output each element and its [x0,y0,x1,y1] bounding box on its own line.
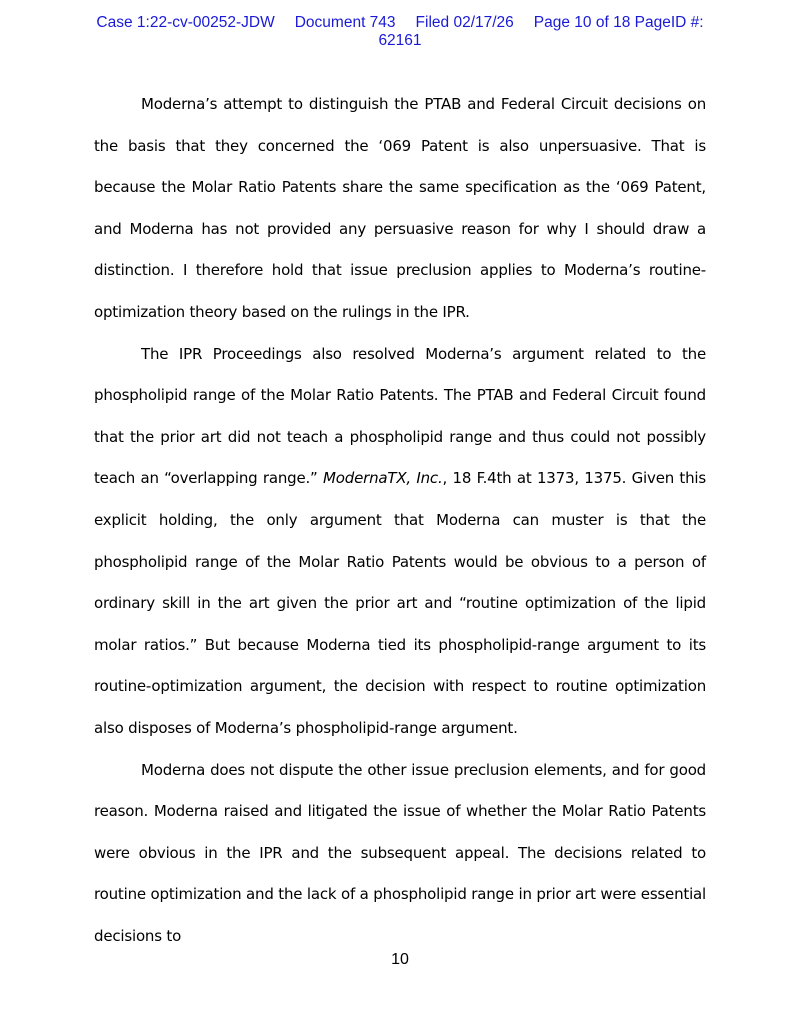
case-number: Case 1:22-cv-00252-JDW [96,14,275,31]
paragraph-issue-preclusion-069: Moderna’s attempt to distinguish the PTAB and Federal Circuit decisions on the basis that they concerned the ‘069 Patent is also unpersuasive. That is because the Molar Ratio Patents share the same specification as the ‘069 Patent, and Moderna has not provided any persuasive reason for why I should draw a distinction. I therefore hold that issue preclusion applies to Moderna’s routine-optimization theory based on the rulings in the IPR. [94,95,706,321]
document-body [94,84,706,957]
page-id: 62161 [378,32,422,49]
case-citation: ModernaTX, Inc. [323,469,443,488]
ecf-header-line-1 [0,14,800,32]
paragraph-other-elements: Moderna does not dispute the other issue preclusion elements, and for good reason. Moderna raised and litigated the issue of whether the Molar Ratio Patents were obvious in the IPR and the subsequent appeal. The decisions related to routine optimization and the lack of a phospholipid range in prior art were essential decisions to [94,760,706,945]
paragraph-phospholipid-range: The IPR Proceedings also resolved Moderna’s argument related to the phospholipid range of the Molar Ratio Patents. The PTAB and Federal Circuit found that the prior art did not teach a phospholipid range and thus could not possibly teach an “overlapping range.” ModernaTX, Inc., 18 F.4th at 1373, 1375. Given this explicit holding, the only argument that Moderna can muster is that the phospholipid range of the Molar Ratio Patents would be obvious to a person of ordinary skill in the art given the prior art and “routine optimization of the lipid molar ratios.” But because Moderna tied its phospholipid-range argument to its routine-optimization argument, the decision with respect to routine optimization also disposes of Moderna’s phospholipid-range argument. [94,344,706,737]
ecf-filing-header [0,14,800,50]
page-of-total: Page 10 of 18 PageID #: [533,14,704,31]
page-number: 10 [391,951,409,968]
filed-date: Filed 02/17/26 [415,14,514,31]
document-number: Document 743 [294,14,396,31]
